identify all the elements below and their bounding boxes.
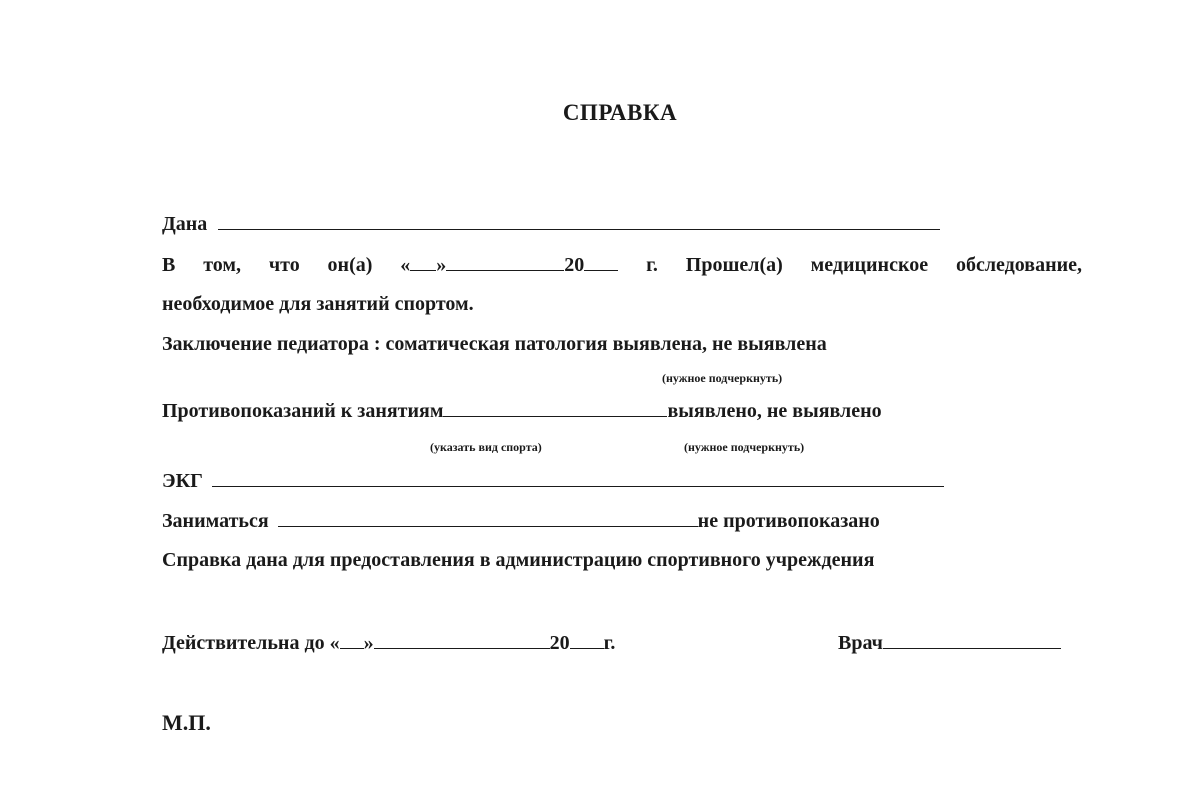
valid-year-prefix: 20: [549, 632, 570, 654]
valid-text-1: Действительна до «: [162, 632, 340, 654]
exam-row: [162, 253, 1082, 277]
document-title: СПРАВКА: [562, 100, 678, 125]
exam-text-2: »: [436, 254, 447, 276]
purpose-text: Справка дана для предоставления в администрацию спортивного учреждения: [162, 549, 875, 571]
valid-day-field[interactable]: [340, 631, 364, 649]
ecg-row: [162, 469, 944, 493]
exam-text-3: г. Прошел(а) медицинское обследование,: [646, 254, 1082, 276]
valid-row: [162, 631, 615, 655]
exam-text-1: В том, что он(а) «: [162, 254, 411, 276]
doctor-row: [838, 631, 1061, 655]
doctor-label: Врач: [838, 632, 883, 654]
exam-year-prefix: 20: [564, 254, 585, 276]
contraindications-row: [162, 399, 882, 423]
stamp-place: М.П.: [162, 710, 211, 735]
given-to-field[interactable]: [218, 212, 940, 230]
contraindications-tail: выявлено, не выявлено: [667, 400, 882, 422]
contraindications-label: Противопоказаний к занятиям: [162, 400, 444, 422]
ecg-field[interactable]: [212, 469, 944, 487]
practice-row: [162, 509, 880, 533]
hint-underline-2: (нужное подчеркнуть): [684, 440, 805, 454]
contraindications-sport-field[interactable]: [443, 399, 667, 417]
exam-row-2: необходимое для занятий спортом.: [162, 293, 474, 315]
given-to-row: [162, 212, 940, 236]
practice-field[interactable]: [278, 509, 698, 527]
practice-tail: не противопоказано: [697, 510, 880, 532]
hint-underline-1: (нужное подчеркнуть): [662, 371, 783, 385]
doctor-signature-field[interactable]: [883, 631, 1061, 649]
given-to-label: Дана: [162, 213, 208, 235]
ecg-label: ЭКГ: [162, 470, 203, 492]
pediatrician-conclusion: Заключение педиатора : соматическая патология выявлена, не выявлена: [162, 333, 827, 355]
valid-year-suffix: г.: [603, 632, 616, 654]
exam-month-field[interactable]: [446, 253, 564, 271]
valid-year-field[interactable]: [570, 631, 604, 649]
practice-label: Заниматься: [162, 510, 269, 532]
hint-sport: (указать вид спорта): [430, 440, 542, 454]
exam-day-field[interactable]: [410, 253, 436, 271]
valid-text-2: »: [363, 632, 374, 654]
valid-month-field[interactable]: [374, 631, 550, 649]
exam-year-field[interactable]: [584, 253, 618, 271]
